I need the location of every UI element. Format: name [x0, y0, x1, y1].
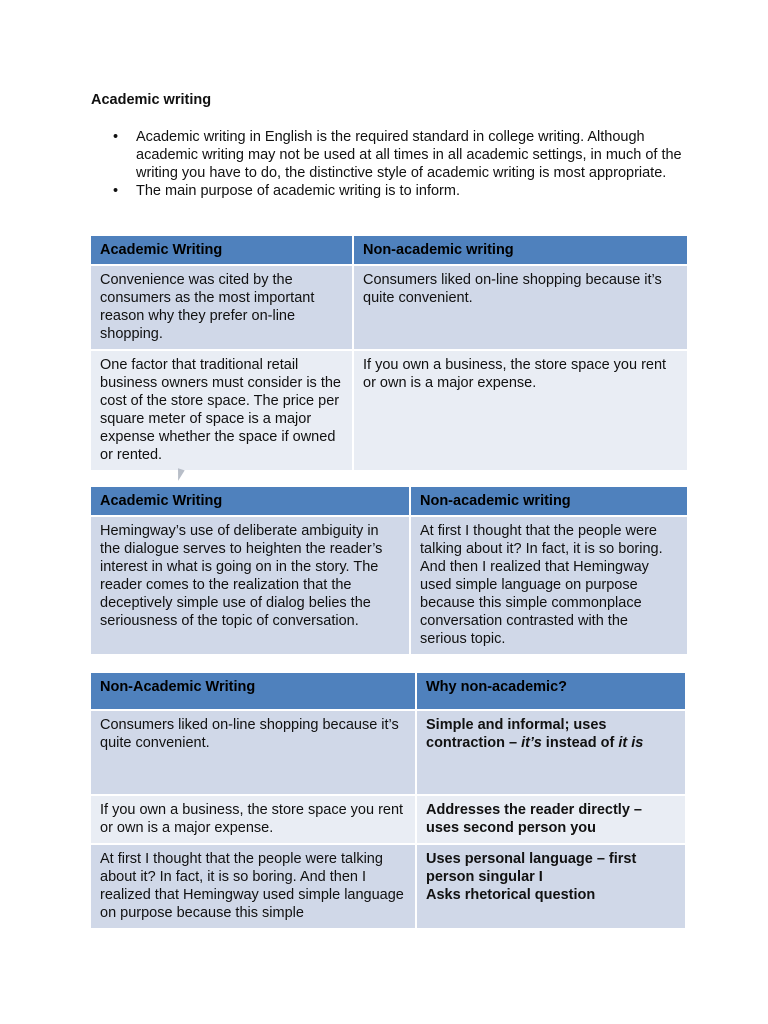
column-header: Academic Writing: [91, 487, 409, 515]
reason-cell: [417, 711, 685, 794]
intro-bullet-list: [91, 128, 691, 200]
table-row: [91, 266, 687, 349]
bullet-item: [91, 182, 691, 200]
table-cell: If you own a business, the store space you rent or own is a major expense.: [91, 796, 415, 843]
bullet-marker: •: [113, 183, 119, 199]
reason-text: instead of: [541, 735, 619, 751]
table-cell: Consumers liked on-line shopping because it’s quite convenient.: [354, 266, 687, 349]
table-cell: Convenience was cited by the consumers as the most important reason why they prefer on-line shopping.: [91, 266, 352, 349]
reason-cell: [417, 845, 685, 928]
table-cell: Hemingway’s use of deliberate ambiguity in the dialogue serves to heighten the reader’s interest in what is going on in the story. The reader comes to the realization that the deceptively simple use of dialog belies the seriousness of the topic of conversation.: [91, 517, 409, 654]
table-cell: At first I thought that the people were talking about it? In fact, it is so boring. And then I realized that Hemingway used simple language on purpose because this simple commonplace conversation contrasted with the serious topic.: [411, 517, 687, 654]
column-header: Non-Academic Writing: [91, 673, 415, 709]
bullet-marker: •: [113, 129, 119, 145]
reason-text: Uses personal language – first person singular I: [426, 851, 637, 885]
table-cell: At first I thought that the people were talking about it? In fact, it is so boring. And then I realized that Hemingway used simple language on purpose because this simple: [91, 845, 415, 928]
table-row: [91, 351, 687, 470]
table-header-row: [91, 673, 685, 709]
bullet-item: [91, 128, 691, 182]
non-academic-analysis-table: [89, 671, 687, 930]
reason-cell: Addresses the reader directly – uses second person you: [417, 796, 685, 843]
reason-emphasis: it is: [618, 735, 644, 751]
table-cell: One factor that traditional retail business owners must consider is the cost of the store space. The price per square meter of space is a major expense whether the space if owned or rented.: [91, 351, 352, 470]
reason-text: Simple and informal; uses contraction –: [426, 717, 607, 751]
table-header-row: [91, 236, 687, 264]
table-row: [91, 711, 685, 794]
comparison-table-1: [89, 234, 689, 472]
table-cell: Consumers liked on-line shopping because it’s quite convenient.: [91, 711, 415, 794]
column-header: Non-academic writing: [354, 236, 687, 264]
table-header-row: [91, 487, 687, 515]
table-row: [91, 845, 685, 928]
table-row: [91, 796, 685, 843]
page-heading: Academic writing: [91, 92, 212, 108]
comparison-table-2: [89, 485, 689, 656]
bullet-text: The main purpose of academic writing is to inform.: [136, 183, 460, 199]
reason-text: Asks rhetorical question: [426, 887, 596, 903]
column-header: Academic Writing: [91, 236, 352, 264]
reason-emphasis: it’s: [521, 735, 542, 751]
bullet-text: Academic writing in English is the required standard in college writing. Although academic writing may not be used at all times in all academic settings, in much of the writing you have to do, the distinctive style of academic writing is most appropriate.: [136, 129, 682, 181]
table-cell: If you own a business, the store space you rent or own is a major expense.: [354, 351, 687, 470]
table-row: [91, 517, 687, 654]
column-header: Why non-academic?: [417, 673, 685, 709]
column-header: Non-academic writing: [411, 487, 687, 515]
